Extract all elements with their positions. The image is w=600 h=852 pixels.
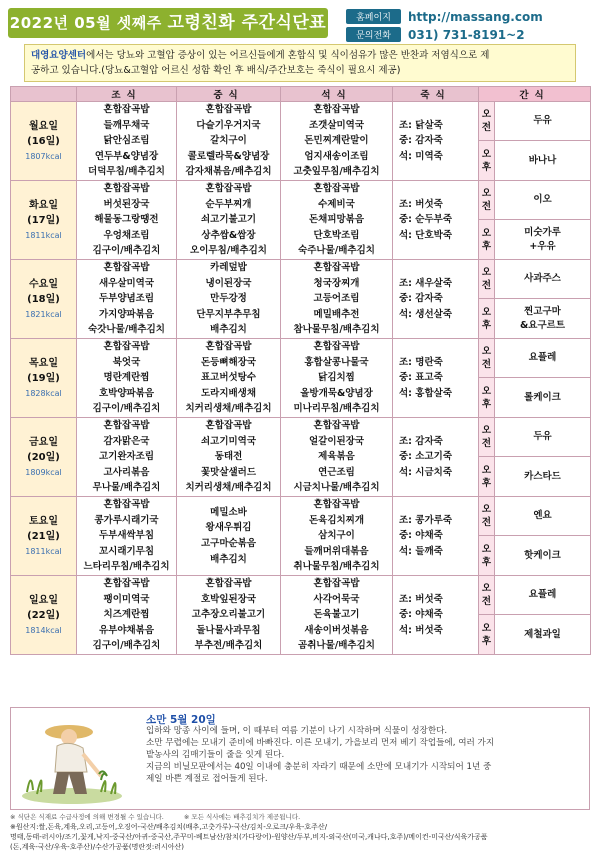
menu-item: 고춧잎무침/배추김치 (293, 166, 380, 178)
menu-item: 시금치나물/배추김치 (293, 482, 380, 494)
menu-item: 무나물/배추김치 (92, 482, 161, 494)
menu-item: 혼합잡곡밥 (313, 578, 360, 590)
snack-am: 사과주스 (495, 260, 591, 299)
porridge-item: 조: 새우살죽 (399, 277, 452, 289)
menu-item: 고구마순볶음 (200, 538, 257, 549)
lunch-cell (177, 418, 281, 497)
dinner-cell (281, 418, 393, 497)
menu-item: 쇠고기불고기 (200, 214, 257, 226)
center-name: 대영요양센터 (31, 50, 87, 61)
menu-item: 배추김치 (210, 324, 247, 336)
lunch-cell (177, 339, 281, 418)
day-date: (22일) (27, 609, 60, 621)
note-change: ※ 식단은 식재료 수급사정에 의해 변경될 수 있습니다. (10, 813, 164, 821)
menu-item: 닭안심조림 (103, 135, 150, 147)
porridge-item: 조: 콩가루죽 (399, 514, 452, 526)
menu-item: 호박양파볶음 (98, 387, 155, 399)
origin-line: 명태,동태-러시아/조기,꽃게,낙지-중국산/아귀-중국산,주꾸미-베트남산/참치(가다랑어)-원양산/두부,비지-외국산(미국,캐나다,호주)/메이컨-미국산/식육가공품 (10, 833, 488, 841)
menu-item: 두부새싹부침 (98, 530, 155, 542)
day-kcal: 1814kcal (25, 625, 62, 635)
am-label: 오 전 (479, 497, 495, 536)
porridge-item: 석: 홍합살죽 (399, 387, 452, 399)
dinner-cell (281, 576, 393, 655)
menu-item: 닭김치찜 (318, 372, 355, 384)
menu-item: 김구이/배추김치 (92, 245, 161, 257)
pm-label: 오 후 (479, 141, 495, 181)
season-text (146, 725, 586, 785)
menu-item: 돈육김치찌개 (308, 514, 365, 526)
porridge-cell (393, 576, 479, 655)
menu-item: 청국장찌개 (313, 277, 360, 289)
am-label: 오 전 (479, 181, 495, 220)
menu-item: 동태전 (214, 451, 243, 463)
day-cell (11, 497, 77, 576)
snack-pm: 미숫가루 +우유 (495, 220, 591, 260)
menu-item: 돈채피망볶음 (308, 214, 365, 226)
lunch-cell (177, 102, 281, 181)
day-kcal: 1807kcal (25, 151, 62, 161)
contact-info (346, 8, 596, 44)
menu-item: 고사리볶음 (103, 466, 150, 478)
snack-pm: 바나나 (495, 141, 591, 181)
menu-item: 유부야채볶음 (98, 624, 155, 636)
am-label: 오 전 (479, 339, 495, 378)
menu-item: 쇠고기미역국 (200, 435, 257, 447)
menu-item: 혼합잡곡밥 (313, 183, 360, 195)
menu-item: 감자맑은국 (103, 435, 150, 447)
lunch-cell (177, 497, 281, 576)
snack-am: 두유 (495, 418, 591, 457)
season-line: 소만 무렵에는 모내기 준비에 바빠진다. 이른 모내기, 가을보리 먼저 베기 작업들에, 여러 가지 (146, 738, 495, 748)
menu-item: 올방개묵&양념장 (300, 387, 373, 399)
day-day: 월요일 (29, 120, 58, 132)
snack-pm: 핫케이크 (495, 536, 591, 576)
season-title: 소만 5월 20일 (146, 714, 216, 726)
pm-label: 오 후 (479, 457, 495, 497)
porridge-item: 중: 감자죽 (399, 293, 443, 305)
breakfast-cell (77, 497, 177, 576)
snack-am: 두유 (495, 102, 591, 141)
menu-item: 혼합잡곡밥 (103, 499, 150, 511)
menu-item: 숙주나물/배추김치 (298, 245, 375, 257)
menu-item: 냉이된장국 (205, 277, 252, 289)
porridge-item: 중: 표고죽 (399, 372, 443, 384)
menu-item: 제육볶음 (318, 451, 355, 463)
pm-label: 오 후 (479, 378, 495, 418)
lunch-cell (177, 181, 281, 260)
day-date: (18일) (27, 293, 60, 305)
menu-item: 들깨머위대볶음 (304, 545, 369, 557)
season-line: 제일 바쁜 계절로 접어들게 된다. (146, 774, 268, 784)
menu-item: 미나리무침/배추김치 (293, 403, 380, 415)
menu-item: 카레덮밥 (210, 262, 247, 274)
breakfast-cell (77, 418, 177, 497)
day-kcal: 1811kcal (25, 546, 62, 556)
weekly-menu-table (10, 86, 591, 655)
menu-item: 오이무침/배추김치 (190, 245, 267, 257)
day-date: (21일) (27, 530, 60, 542)
day-row (11, 260, 591, 299)
menu-item: 팽이미역국 (103, 593, 150, 605)
menu-item: 삼치구이 (318, 530, 355, 542)
porridge-item: 중: 감자죽 (399, 135, 443, 147)
menu-item: 혼합잡곡밥 (103, 578, 150, 590)
porridge-cell (393, 181, 479, 260)
am-label: 오 전 (479, 418, 495, 457)
menu-item: 혼합잡곡밥 (313, 104, 360, 116)
porridge-cell (393, 102, 479, 181)
menu-item: 다슬기우거지국 (196, 119, 261, 131)
day-day: 토요일 (29, 515, 58, 527)
menu-item: 돌나물사과무침 (196, 624, 261, 636)
menu-item: 혼합잡곡밥 (103, 183, 150, 195)
menu-item: 단무지부추무침 (196, 308, 261, 320)
menu-item: 참나물무침/배추김치 (293, 324, 380, 336)
day-day: 금요일 (29, 436, 58, 448)
menu-item: 숙갓나물/배추김치 (88, 324, 165, 336)
season-box (10, 707, 590, 810)
menu-item: 고등어조림 (313, 293, 360, 305)
title-period: 2022년 05월 셋째주 (9, 14, 168, 32)
porridge-item: 중: 순두부죽 (399, 214, 452, 226)
menu-item: 왕새우튀김 (205, 522, 252, 534)
porridge-item: 중: 야채죽 (399, 609, 443, 621)
menu-item: 김구이/배추김치 (92, 403, 161, 415)
snack-am: 요플레 (495, 576, 591, 615)
menu-item: 혼합잡곡밥 (103, 420, 150, 432)
porridge-item: 석: 버섯죽 (399, 624, 443, 636)
day-day: 목요일 (29, 357, 58, 369)
day-date: (16일) (27, 135, 60, 147)
header-blank (11, 87, 77, 102)
header-snack: 간식 (479, 87, 591, 102)
porridge-item: 조: 버섯죽 (399, 198, 443, 210)
dinner-cell (281, 339, 393, 418)
menu-body (11, 102, 591, 655)
menu-item: 새우살미역국 (98, 277, 155, 289)
snack-pm: 롤케이크 (495, 378, 591, 418)
menu-item: 갈치구이 (210, 135, 247, 147)
day-row (11, 576, 591, 615)
day-row (11, 181, 591, 220)
notice-box (24, 44, 576, 82)
menu-item: 김구이/배추김치 (92, 640, 161, 652)
dinner-cell (281, 102, 393, 181)
menu-item: 곰취나물/배추김치 (298, 640, 375, 652)
porridge-item: 조: 버섯죽 (399, 593, 443, 605)
menu-item: 꼬시래기무침 (98, 545, 155, 557)
porridge-cell (393, 260, 479, 339)
menu-item: 치커리생채/배추김치 (185, 403, 272, 415)
porridge-item: 석: 단호박죽 (399, 229, 452, 241)
menu-item: 가지양파볶음 (98, 308, 155, 320)
season-line: 밭농사의 김매기들이 줄을 잇게 된다. (146, 750, 285, 760)
menu-item: 혼합잡곡밥 (313, 262, 360, 274)
menu-item: 순두부찌개 (205, 198, 252, 210)
menu-item: 콜로렐라묵&양념장 (187, 150, 270, 162)
header-dinner: 석식 (281, 87, 393, 102)
menu-item: 더덕무침/배추김치 (88, 166, 165, 178)
porridge-item: 석: 들깨죽 (399, 545, 443, 557)
menu-item: 부추전/배추김치 (194, 640, 263, 652)
menu-item: 혼합잡곡밥 (205, 578, 252, 590)
dinner-cell (281, 260, 393, 339)
porridge-cell (393, 497, 479, 576)
menu-item: 사각어묵국 (313, 593, 360, 605)
porridge-item: 조: 감자죽 (399, 435, 443, 447)
snack-pm: 찐고구마 &요구르트 (495, 299, 591, 339)
season-line: 입하와 망종 사이에 들며, 이 때부터 여름 기분이 나기 시작하며 식물이 성장한다. (146, 726, 448, 736)
menu-item: 들깨무채국 (103, 119, 150, 131)
breakfast-cell (77, 102, 177, 181)
homepage-link[interactable]: http://massang.com (408, 9, 543, 24)
menu-item: 돈육불고기 (313, 609, 360, 621)
menu-item: 혼합잡곡밥 (205, 420, 252, 432)
menu-item: 치커리생채/배추김치 (185, 482, 272, 494)
menu-item: 우엉채조림 (103, 229, 150, 241)
homepage-label: 홈페이지 (346, 9, 401, 24)
day-kcal: 1811kcal (25, 230, 62, 240)
notice-text-1: 에서는 당뇨와 고혈압 증상이 있는 어르신들에게 혼합식 및 식이섬유가 많은 반찬과 저염식으로 제 (86, 50, 490, 61)
title-main: 고령친화 주간식단표 (167, 13, 327, 33)
day-day: 수요일 (29, 278, 58, 290)
am-label: 오 전 (479, 102, 495, 141)
porridge-item: 석: 생선살죽 (399, 308, 452, 320)
menu-item: 꽃맛살샐러드 (200, 466, 257, 478)
menu-title (8, 8, 328, 38)
snack-am: 요플레 (495, 339, 591, 378)
day-date: (19일) (27, 372, 60, 384)
menu-item: 배추김치 (210, 553, 247, 565)
menu-item: 고기완자조림 (98, 451, 155, 463)
lunch-cell (177, 576, 281, 655)
porridge-cell (393, 339, 479, 418)
day-date: (17일) (27, 214, 60, 226)
day-cell (11, 181, 77, 260)
snack-am: 이오 (495, 181, 591, 220)
am-label: 오 전 (479, 576, 495, 615)
lunch-cell (177, 260, 281, 339)
menu-item: 혼합잡곡밥 (103, 104, 150, 116)
day-kcal: 1828kcal (25, 388, 62, 398)
day-row (11, 418, 591, 457)
header (8, 8, 592, 42)
menu-item: 감자채볶음/배추김치 (185, 166, 272, 178)
pm-label: 오 후 (479, 220, 495, 260)
porridge-item: 중: 소고기죽 (399, 451, 452, 463)
menu-item: 수제비국 (318, 198, 355, 210)
notes-line (10, 812, 590, 821)
menu-item: 새송이버섯볶음 (304, 624, 369, 636)
breakfast-cell (77, 576, 177, 655)
menu-item: 표고버섯탕수 (200, 372, 257, 384)
season-line: 지금의 비닐모판에서는 40일 이내에 충분히 자라기 때문에 소만에 모내기가 시작되어 1년 중 (146, 762, 492, 772)
menu-item: 단호박조림 (313, 229, 360, 241)
menu-item: 혼합잡곡밥 (313, 499, 360, 511)
origin-line: ※원산지:쌀,돈육,계육,오리,고등어,오징어-국산/배추김치(배추,고춧가루)-국산/김치-오로크/우육-호주산/ (10, 823, 328, 831)
day-cell (11, 576, 77, 655)
menu-item: 도라지배생채 (200, 387, 257, 399)
day-kcal: 1809kcal (25, 467, 62, 477)
breakfast-cell (77, 181, 177, 260)
day-row (11, 497, 591, 536)
day-cell (11, 260, 77, 339)
day-cell (11, 339, 77, 418)
day-kcal: 1821kcal (25, 309, 62, 319)
breakfast-cell (77, 260, 177, 339)
note-kimchi: ※ 모든 식사에는 배추김치가 제공됩니다. (183, 813, 301, 821)
menu-item: 혼합잡곡밥 (313, 420, 360, 432)
menu-item: 상추쌈&쌈장 (201, 229, 256, 241)
menu-item: 치즈계란찜 (103, 609, 150, 621)
menu-item: 연두부&양념장 (94, 150, 159, 162)
snack-pm: 제철과일 (495, 615, 591, 655)
phone-label: 문의전화 (346, 27, 401, 42)
porridge-cell (393, 418, 479, 497)
snack-pm: 카스타드 (495, 457, 591, 497)
menu-item: 엄지새송이조림 (304, 150, 369, 162)
notice-text-2: 공하고 있습니다.(당뇨&고혈압 어르신 성함 확인 후 배식/주간보호는 죽식이 필요시 제공) (31, 65, 401, 76)
dinner-cell (281, 181, 393, 260)
porridge-item: 조: 닭살죽 (399, 119, 443, 131)
menu-item: 두부양념조림 (98, 293, 155, 305)
menu-item: 혼합잡곡밥 (103, 341, 150, 353)
menu-item: 명란계란찜 (103, 372, 150, 384)
breakfast-cell (77, 339, 177, 418)
day-row (11, 102, 591, 141)
menu-item: 북엇국 (112, 356, 141, 368)
menu-item: 얼갈이된장국 (308, 435, 365, 447)
menu-item: 만두강정 (210, 293, 247, 305)
farmer-illustration (17, 710, 127, 806)
menu-item: 혼합잡곡밥 (313, 341, 360, 353)
menu-item: 버섯된장국 (103, 198, 150, 210)
menu-item: 홍합살콩나물국 (304, 356, 369, 368)
day-cell (11, 102, 77, 181)
menu-item: 혼합잡곡밥 (205, 104, 252, 116)
day-cell (11, 418, 77, 497)
menu-item: 혼합잡곡밥 (103, 262, 150, 274)
menu-item: 호박잎된장국 (200, 593, 257, 605)
menu-item: 메밀소바 (210, 506, 247, 518)
menu-item: 조갯살미역국 (308, 119, 365, 131)
day-day: 일요일 (29, 594, 58, 606)
menu-item: 연근조림 (318, 466, 355, 478)
dinner-cell (281, 497, 393, 576)
porridge-item: 석: 시금치죽 (399, 466, 452, 478)
day-date: (20일) (27, 451, 60, 463)
table-header-row (11, 87, 591, 102)
snack-am: 엔요 (495, 497, 591, 536)
header-lunch: 중식 (177, 87, 281, 102)
porridge-item: 석: 미역죽 (399, 150, 443, 162)
menu-item: 돈민찌계란말이 (304, 135, 369, 147)
menu-item: 콩가루시래기국 (94, 514, 159, 526)
origin-info (10, 822, 590, 852)
header-breakfast: 조식 (77, 87, 177, 102)
porridge-item: 조: 명란죽 (399, 356, 443, 368)
menu-item: 해물동그랑땡전 (94, 214, 159, 226)
menu-item: 고추장오리불고기 (191, 609, 266, 621)
day-row (11, 339, 591, 378)
origin-line: (돈,계육-국산/우육-호주산)/수산가공품(명란젓:러시아산) (10, 843, 185, 851)
am-label: 오 전 (479, 260, 495, 299)
header-porridge: 죽식 (393, 87, 479, 102)
menu-item: 돈등뼈해장국 (200, 356, 257, 368)
pm-label: 오 후 (479, 299, 495, 339)
menu-item: 혼합잡곡밥 (205, 341, 252, 353)
day-day: 화요일 (29, 199, 58, 211)
menu-item: 혼합잡곡밥 (205, 183, 252, 195)
menu-item: 취나물무침/배추김치 (293, 561, 380, 573)
porridge-item: 중: 야채죽 (399, 530, 443, 542)
pm-label: 오 후 (479, 536, 495, 576)
pm-label: 오 후 (479, 615, 495, 655)
menu-item: 느타리무침/배추김치 (83, 561, 170, 573)
menu-item: 메밀배추전 (313, 308, 360, 320)
phone-number: 031) 731-8191~2 (408, 27, 525, 42)
